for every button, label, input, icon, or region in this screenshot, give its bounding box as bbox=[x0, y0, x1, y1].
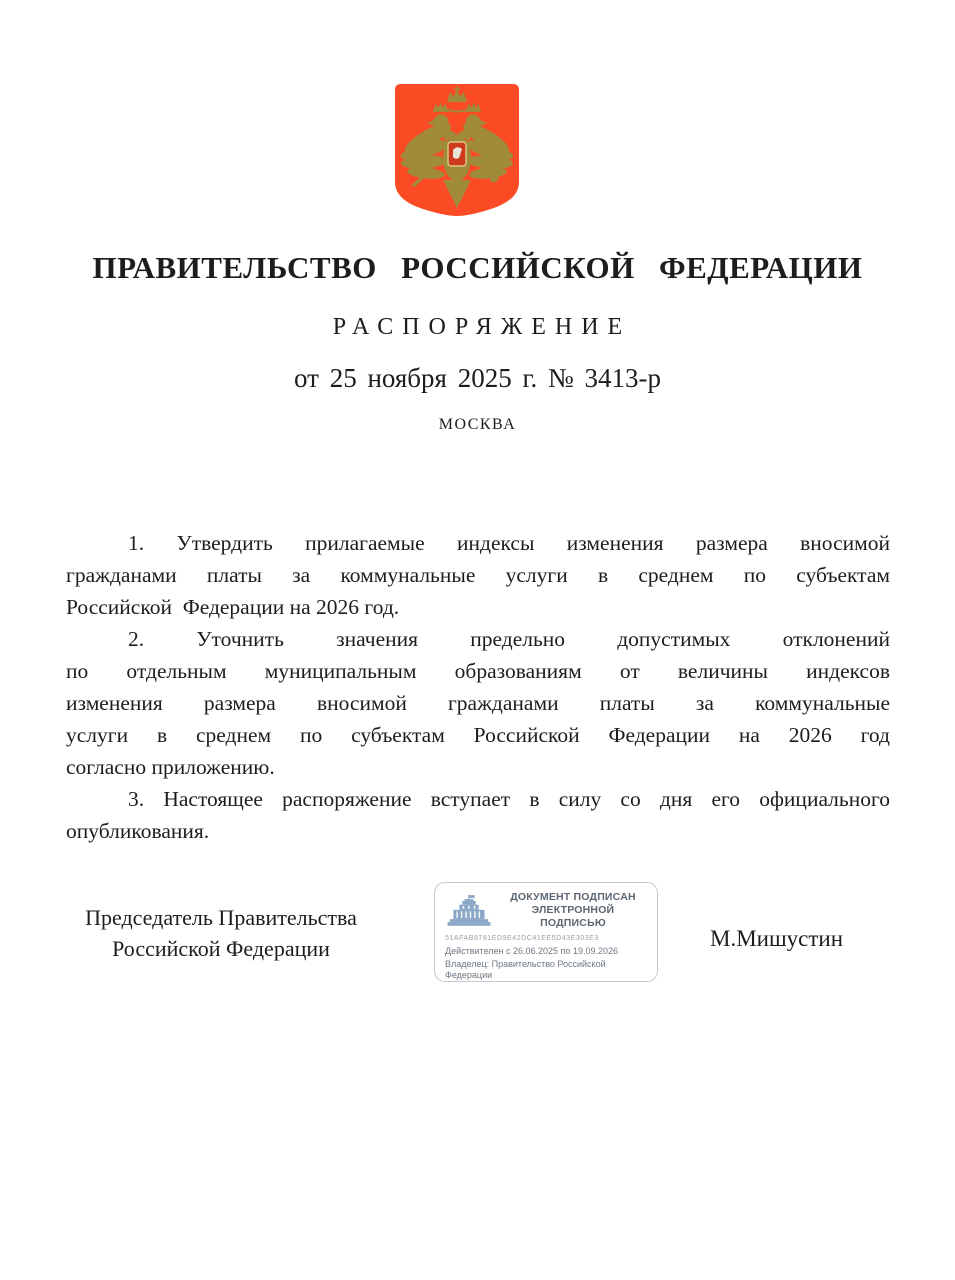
signer-position-line-1: Председатель Правительства bbox=[85, 905, 357, 930]
russia-coat-of-arms bbox=[387, 78, 527, 218]
paragraph-2-line-3: изменения размера вносимой гражданами платы за коммунальные bbox=[66, 691, 890, 715]
paragraph-2-line-4: услуги в среднем по субъектам Российской Федерации на 2026 год bbox=[66, 723, 890, 747]
date-and-number-line: от 25 ноября 2025 г. № 3413-р bbox=[294, 363, 661, 393]
stamp-title bbox=[499, 891, 647, 930]
paragraph-3-line-2: опубликования. bbox=[66, 819, 210, 843]
document-body bbox=[66, 527, 890, 847]
electronic-signature-stamp bbox=[434, 882, 658, 982]
organization-title: ПРАВИТЕЛЬСТВО РОССИЙСКОЙ ФЕДЕРАЦИИ bbox=[92, 250, 863, 285]
paragraph-1-line-1: 1. Утвердить прилагаемые индексы изменения размера вносимой bbox=[128, 531, 890, 555]
paragraph-1-line-2: гражданами платы за коммунальные услуги в среднем по субъектам bbox=[66, 563, 890, 587]
paragraph-1-line-3: Российской Федерации на 2026 год. bbox=[66, 595, 400, 619]
paragraph-2-line-5: согласно приложению. bbox=[66, 755, 275, 779]
paragraph-2 bbox=[66, 623, 890, 783]
paragraph-1 bbox=[66, 527, 890, 623]
stamp-certificate-number: 51AFAB8781ED9E42DC41EE5D43E303E3 bbox=[445, 935, 599, 942]
signer-position bbox=[66, 902, 376, 964]
stamp-header bbox=[445, 891, 647, 930]
stamp-validity-period: Действителен с 26.06.2025 по 19.09.2026 bbox=[445, 946, 618, 956]
signer-name: М.Мишустин bbox=[710, 926, 844, 951]
stamp-title-line-1: ДОКУМЕНТ ПОДПИСАН bbox=[510, 891, 636, 903]
document-type-title: РАСПОРЯЖЕНИЕ bbox=[332, 314, 632, 340]
paragraph-3-line-1: 3. Настоящее распоряжение вступает в силу со дня его официального bbox=[128, 787, 890, 811]
stamp-title-line-2: ЭЛЕКТРОННОЙ ПОДПИСЬЮ bbox=[531, 904, 615, 929]
signer-position-line-2: Российской Федерации bbox=[112, 936, 330, 961]
paragraph-3 bbox=[66, 783, 890, 847]
government-building-icon bbox=[445, 894, 493, 928]
paragraph-2-line-2: по отдельным муниципальным образованиям от величины индексов bbox=[66, 659, 890, 683]
paragraph-2-line-1: 2. Уточнить значения предельно допустимых отклонений bbox=[128, 627, 890, 651]
stamp-owner: Владелец: Правительство Российской Федерации bbox=[445, 958, 606, 980]
coat-of-arms-icon bbox=[387, 78, 527, 218]
city-label: МОСКВА bbox=[438, 416, 517, 433]
